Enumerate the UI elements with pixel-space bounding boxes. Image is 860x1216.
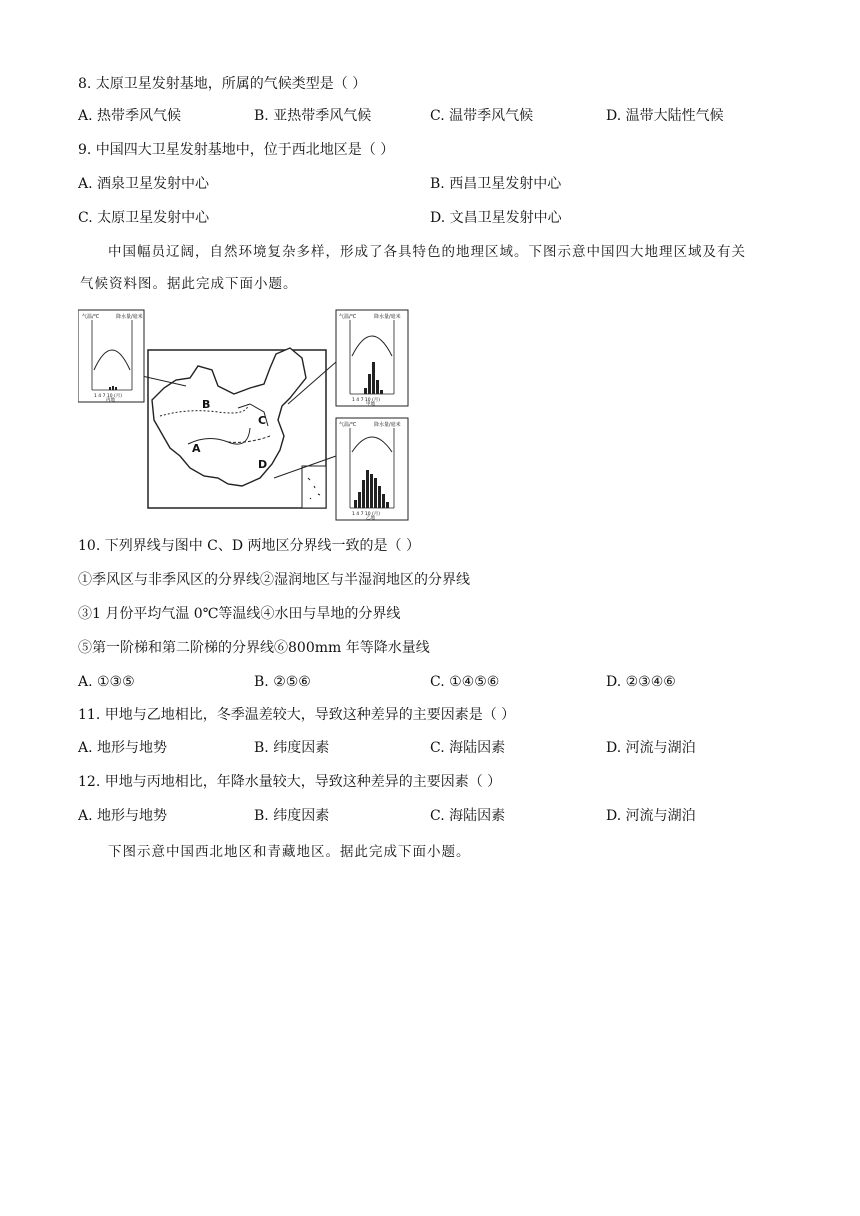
q12-option-b: B. 纬度因素 xyxy=(254,808,330,824)
chart-top-right-caption: 甲地 xyxy=(366,402,375,407)
q12-option-a: A. 地形与地势 xyxy=(78,808,168,824)
q11-stem: 11. 甲地与乙地相比，冬季温差较大，导致这种差异的主要因素是（ ） xyxy=(78,707,516,723)
chart-bottom-right-month-ticks: 1 4 7 10 (月) xyxy=(352,512,381,517)
chart-top-right-month-ticks: 1 4 7 10 (月) xyxy=(352,398,381,403)
chart-top-right-ylabel-right: 降水量/毫米 xyxy=(374,314,401,320)
region-label-b: B xyxy=(202,398,211,411)
q10-option-d: D. ②③④⑥ xyxy=(606,674,676,690)
chart-left-month-ticks: 1 4 7 10 (月) xyxy=(94,394,123,399)
region-label-a: A xyxy=(192,442,201,455)
q12-option-c: C. 海陆因素 xyxy=(430,808,506,824)
china-regions-climate-figure xyxy=(78,308,410,522)
q8-option-b: B. 亚热带季风气候 xyxy=(254,108,372,124)
q9-option-d: D. 文昌卫星发射中心 xyxy=(430,210,562,226)
q9-option-b: B. 西昌卫星发射中心 xyxy=(430,176,562,192)
q10-option-c: C. ①④⑤⑥ xyxy=(430,674,500,690)
q11-option-b: B. 纬度因素 xyxy=(254,740,330,756)
chart-bottom-right-ylabel-right: 降水量/毫米 xyxy=(374,422,401,428)
region-label-c: C xyxy=(258,414,267,427)
chart-left-ylabel-left: 气温/℃ xyxy=(82,314,100,320)
q11-option-d: D. 河流与湖泊 xyxy=(606,740,696,756)
q10-statement-line1: ①季风区与非季风区的分界线②湿润地区与半湿润地区的分界线 xyxy=(78,572,470,588)
climate-chart-top-right xyxy=(336,310,408,407)
q11-option-c: C. 海陆因素 xyxy=(430,740,506,756)
chart-left-ylabel-right: 降水量/毫米 xyxy=(116,314,143,320)
intro-paragraph-line2: 气候资料图。据此完成下面小题。 xyxy=(80,276,298,292)
q12-stem: 12. 甲地与丙地相比，年降水量较大，导致这种差异的主要因素（ ） xyxy=(78,774,502,790)
q8-option-c: C. 温带季风气候 xyxy=(430,108,534,124)
q10-option-b: B. ②⑤⑥ xyxy=(254,674,311,690)
q12-option-d: D. 河流与湖泊 xyxy=(606,808,696,824)
chart-bottom-right-caption: 乙地 xyxy=(366,516,375,521)
q8-option-a: A. 热带季风气候 xyxy=(78,108,182,124)
chart-left-caption: 丙地 xyxy=(106,398,115,403)
q10-statement-line3: ⑤第一阶梯和第二阶梯的分界线⑥800mm 年等降水量线 xyxy=(78,640,430,656)
q9-stem: 9. 中国四大卫星发射基地中，位于西北地区是（ ） xyxy=(78,142,395,158)
q9-option-c: C. 太原卫星发射中心 xyxy=(78,210,210,226)
intro-paragraph-line1: 中国幅员辽阔，自然环境复杂多样，形成了各具特色的地理区域。下图示意中国四大地理区域及有关 xyxy=(108,244,746,260)
q10-option-a: A. ①③⑤ xyxy=(78,674,135,690)
q9-option-a: A. 酒泉卫星发射中心 xyxy=(78,176,210,192)
climate-chart-left xyxy=(78,310,144,403)
q8-stem: 8. 太原卫星发射基地，所属的气候类型是（ ） xyxy=(78,76,367,92)
climate-chart-bottom-right xyxy=(336,418,408,521)
q10-stem: 10. 下列界线与图中 C、D 两地区分界线一致的是（ ） xyxy=(78,538,421,554)
intro-paragraph-2: 下图示意中国西北地区和青藏地区。据此完成下面小题。 xyxy=(108,844,471,860)
q8-option-d: D. 温带大陆性气候 xyxy=(606,108,724,124)
region-label-d: D xyxy=(258,458,268,471)
chart-bottom-right-ylabel-left: 气温/℃ xyxy=(339,422,357,428)
q10-statement-line2: ③1 月份平均气温 0℃等温线④水田与旱地的分界线 xyxy=(78,606,401,622)
q11-option-a: A. 地形与地势 xyxy=(78,740,168,756)
chart-top-right-ylabel-left: 气温/℃ xyxy=(339,314,357,320)
